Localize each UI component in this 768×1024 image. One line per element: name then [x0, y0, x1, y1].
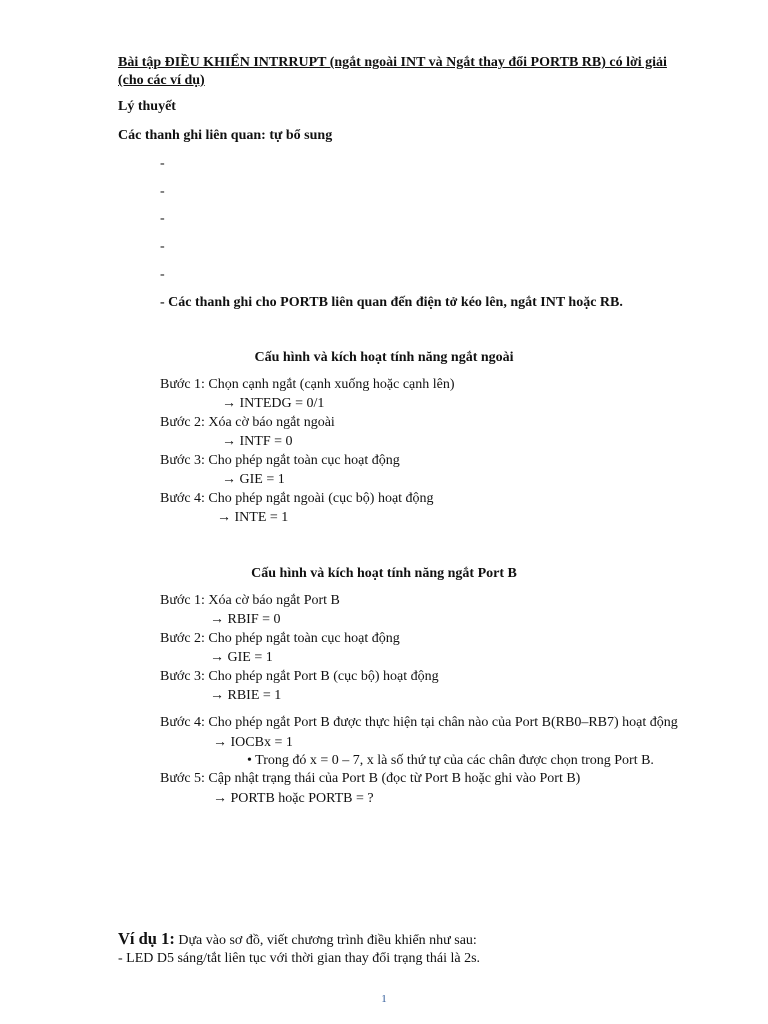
portb-step-4-bullet: • Trong đó x = 0 – 7, x là số thứ tự của các chân được chọn trong Port B. — [247, 753, 654, 768]
dash-item: - — [160, 239, 165, 254]
ext-step-3: Bước 3: Cho phép ngắt toàn cục hoạt động — [160, 453, 400, 468]
dash-item: - — [160, 211, 165, 226]
portb-step-1-result: → RBIF = 0 — [210, 612, 281, 627]
example-label: Ví dụ 1: — [118, 929, 175, 948]
page-number: 1 — [381, 993, 387, 1005]
portb-section-heading: Cấu hình và kích hoạt tính năng ngắt Port B — [251, 566, 517, 581]
ext-step-2: Bước 2: Xóa cờ báo ngắt ngoài — [160, 415, 335, 430]
example-item: - LED D5 sáng/tắt liên tục với thời gian thay đổi trạng thái là 2s. — [118, 951, 481, 966]
portb-step-4-result: → IOCBx = 1 — [213, 735, 293, 750]
portb-step-2: Bước 2: Cho phép ngắt toàn cục hoạt động — [160, 631, 400, 646]
portb-note: - Các thanh ghi cho PORTB liên quan đến điện tở kéo lên, ngắt INT hoặc RB. — [160, 295, 623, 310]
theory-heading: Lý thuyết — [118, 99, 176, 114]
portb-step-3: Bước 3: Cho phép ngắt Port B (cục bộ) hoạt động — [160, 669, 439, 684]
portb-step-4: Bước 4: Cho phép ngắt Port B được thực hiện tại chân nào của Port B(RB0–RB7) hoạt động — [160, 715, 678, 730]
portb-step-3-result: → RBIE = 1 — [210, 688, 282, 703]
ext-step-4-result: → INTE = 1 — [217, 510, 289, 525]
dash-item: - — [160, 184, 165, 199]
dash-item: - — [160, 156, 165, 171]
portb-step-5: Bước 5: Cập nhật trạng thái của Port B (đọc từ Port B hoặc ghi vào Port B) — [160, 771, 581, 786]
document-title: Bài tập ĐIỀU KHIỂN INTRRUPT (ngắt ngoài INT và Ngắt thay đổi PORTB RB) có lời giải (cho các ví dụ) — [118, 55, 667, 88]
ext-step-4: Bước 4: Cho phép ngắt ngoài (cục bộ) hoạt động — [160, 491, 434, 506]
ext-step-1: Bước 1: Chọn cạnh ngắt (cạnh xuống hoặc cạnh lên) — [160, 377, 455, 392]
example-line — [118, 929, 477, 950]
portb-step-2-result: → GIE = 1 — [210, 650, 273, 665]
example-intro: Dựa vào sơ đồ, viết chương trình điều khiển như sau: — [174, 933, 477, 948]
ext-step-3-result: → GIE = 1 — [222, 472, 285, 487]
ext-step-1-result: → INTEDG = 0/1 — [222, 396, 325, 411]
portb-step-5-result: → PORTB hoặc PORTB = ? — [213, 791, 374, 806]
registers-heading: Các thanh ghi liên quan: tự bổ sung — [118, 128, 333, 143]
ext-section-heading: Cấu hình và kích hoạt tính năng ngắt ngoài — [254, 350, 514, 365]
ext-step-2-result: → INTF = 0 — [222, 434, 293, 449]
portb-step-1: Bước 1: Xóa cờ báo ngắt Port B — [160, 593, 340, 608]
dash-item: - — [160, 267, 165, 282]
